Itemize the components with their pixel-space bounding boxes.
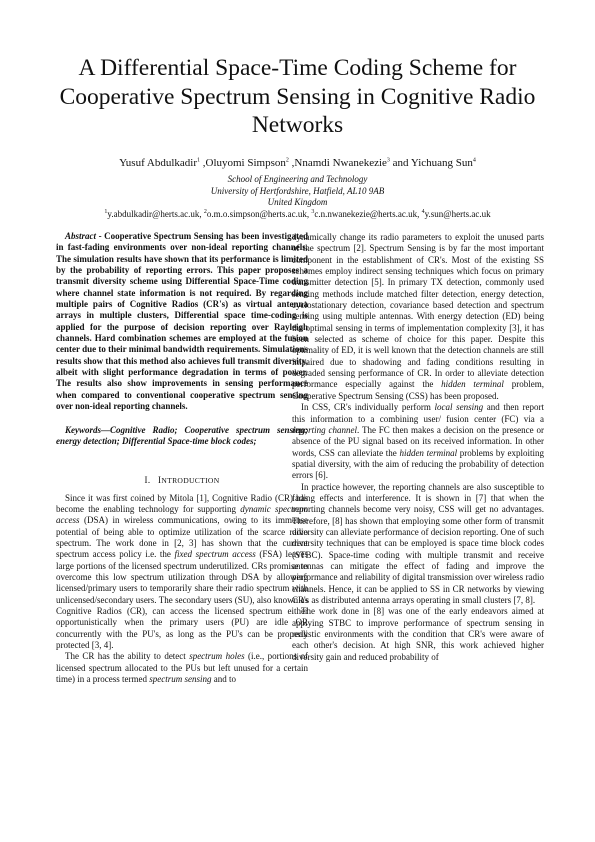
email-3: c.n.nwanekezie@herts.ac.uk, xyxy=(314,209,422,219)
author-1: Yusuf Abdulkadir xyxy=(119,157,197,169)
author-1-sup: 1 xyxy=(197,157,200,164)
text-run: The CR has the ability to detect xyxy=(65,651,190,662)
abstract xyxy=(56,231,308,413)
left-column xyxy=(56,231,308,685)
email-list xyxy=(40,209,555,220)
keywords: Keywords—Cognitive Radio; Cooperative spectrum sensing; energy detection; Differential Space-time block codes; xyxy=(56,424,308,446)
italic-term: fixed spectrum access xyxy=(174,549,256,560)
italic-term: local sensing xyxy=(434,402,484,413)
text-run: (DSA) in wireless communications, owing to its immense potential of being able to optimize utilization of the scarce radio spectrum. The work done in [2, 3] has shown that the current spectrum access policy i.e. the xyxy=(56,515,308,560)
text-run: problems by exploiting spatial diversity, with the aim of reducing the probability of detection errors [6]. xyxy=(292,447,544,481)
author-2: ,Oluyomi Simpson xyxy=(200,157,286,169)
affiliation-school: School of Engineering and Technology xyxy=(227,174,368,184)
right-paragraph-4: The work done in [8] was one of the early endeavors aimed at applying STBC to improve performance of spectrum sensing in realistic environments with the condition that CR's were aware of each other's decision. At high SNR, this work achieved higher diversity gain and reduced probability of xyxy=(292,606,544,662)
email-1-sup: 1 xyxy=(104,209,108,215)
section-number: I. xyxy=(144,475,151,486)
text-run: dynamically change its radio parameters to exploit the unused parts of the spectrum [2]. Spectrum Sensing is by far the most important component in the establishment of CR's. Most of the existing SS schemes employ indirect sensing techniques which focus on primary transmitter detection [5]. In primary TX detection, commonly used sensing methods include matched filter detection, energy detection, cyclostationary detection, covariance based detection and spectrum sensing using multiple antennas. With energy detection (ED) being the optimal sensing in terms of implementation complexity [3], it has been selected as scheme of choice for this paper. Despite this optimality of ED, it is well known that the detection channels are still impaired due to shadowing and fading conditions resulting in degraded sensing performance of CR. In order to alleviate detection performance especially against the xyxy=(292,232,544,390)
paper-title: A Differential Space-Time Coding Scheme for Cooperative Spectrum Sensing in Cognitive Radio Networks xyxy=(59,55,536,138)
text-run: (FSA) leaves large portions of the licensed spectrum underutilized. CRs promise to overcome this low spectrum utilization through DSA by allowing licensed/primary users to temporarily share their radio spectrum with unlicensed/secondary users. The secondary users (SU), also known as Cognitive Radios (CR), can access the licensed spectrum either opportunistically when the primary users (PU) are idle OR concurrently with the PU's, as long as the PU's can be properly protected [3, 4]. xyxy=(56,549,308,650)
text-run: problem, Cooperative Spectrum Sensing (CSS) has been proposed. xyxy=(292,379,544,401)
author-list xyxy=(40,157,555,170)
italic-term: reporting channel xyxy=(292,424,358,435)
abstract-label: Abstract xyxy=(65,231,97,241)
author-3: ,Nnamdi Nwanekezie xyxy=(288,157,387,169)
right-paragraph-2 xyxy=(292,402,544,481)
section-title-rest: NTRODUCTION xyxy=(161,476,220,486)
right-paragraph-1 xyxy=(292,232,544,402)
email-2: o.m.o.simpson@herts.ac.uk, xyxy=(206,209,312,219)
italic-term: dynamic spectrum access xyxy=(56,503,308,526)
intro-paragraph-1 xyxy=(56,493,308,652)
text-run: Since it was first coined by Mitola [1], Cognitive Radio (CR) has become the enabling technology for supporting xyxy=(56,492,308,514)
author-3-sup: 3 xyxy=(386,157,390,164)
affiliation xyxy=(40,174,555,209)
affiliation-country: United Kingdom xyxy=(267,197,328,208)
text-run: and to xyxy=(211,674,236,685)
italic-term: hidden terminal xyxy=(441,379,504,390)
section-title-initial: I xyxy=(158,475,162,486)
email-3-sup: 3 xyxy=(311,209,315,215)
email-2-sup: 2 xyxy=(203,209,207,215)
author-2-sup: 2 xyxy=(285,157,289,164)
italic-term: spectrum sensing xyxy=(149,674,212,685)
email-4-sup: 4 xyxy=(421,209,425,215)
right-paragraph-3: In practice however, the reporting channels are also susceptible to fading effects and interference. It is shown in [7] that when the reporting channels become very noisy, CSS will get no advantages. Therefore, [8] has shown that employing some other form of transmit diversity can alleviate performance of decision reporting. One of such diversity techniques that can be employed is space time block codes (STBC). Space-time coding with multiple transmit and receive antennas can mitigate the effect of fading and improve the performance and reliability of digital transmission over wireless radio channels. Hence, it can be applied to SS in CR networks by viewing CR's as distributed antenna arrays operating in small clusters [7, 8]. xyxy=(292,481,544,605)
abstract-text: - Cooperative Spectrum Sensing has been investigated in fast-fading environments over non-ideal reporting channels. The simulation results have shown that its performance is limited by the probability of reporting errors. This paper proposes a transmit diversity scheme using Differential Space-Time coding where channel state information is not required. By regarding multiple pairs of Cognitive Radios (CR's) as virtual antenna arrays in multiple clusters, Differential space time-coding is applied for the purpose of decision reporting over Rayleigh channels. Hard combination schemes are employed at the fusion center due to their minimal bandwidth requirements. Simulations results show that this method also achieves full transmit diversity, albeit with slight performance degradation in terms of power. The results also show improvements in sensing performance when compared to conventional cooperative spectrum sensing over non-ideal reporting channels. xyxy=(56,231,308,412)
author-4-sup: 4 xyxy=(472,157,476,164)
italic-term: spectrum holes xyxy=(189,651,245,662)
text-run: In CSS, CR's individually perform xyxy=(301,402,435,413)
email-1: y.abdulkadir@herts.ac.uk, xyxy=(107,209,204,219)
text-run: and then report this information to a combining user/ fusion center (FC) via a xyxy=(292,402,544,424)
right-column xyxy=(292,232,544,663)
text-run: (i.e., portions of licensed spectrum allocated to the PUs but left unused for a certain time) in a process termed xyxy=(56,651,308,685)
section-heading-introduction xyxy=(56,475,308,486)
intro-paragraph-2 xyxy=(56,651,308,685)
text-run: . The FC then makes a decision on the presence or absence of the PU signal based on its received information. In other words, CSS can alleviate the xyxy=(292,424,545,458)
email-4: y.sun@herts.ac.uk xyxy=(424,209,491,219)
author-4: and Yichuang Sun xyxy=(389,157,473,169)
italic-term: hidden terminal xyxy=(399,447,458,458)
affiliation-university: University of Hertfordshire, Hatfield, AL10 9AB xyxy=(210,185,385,196)
